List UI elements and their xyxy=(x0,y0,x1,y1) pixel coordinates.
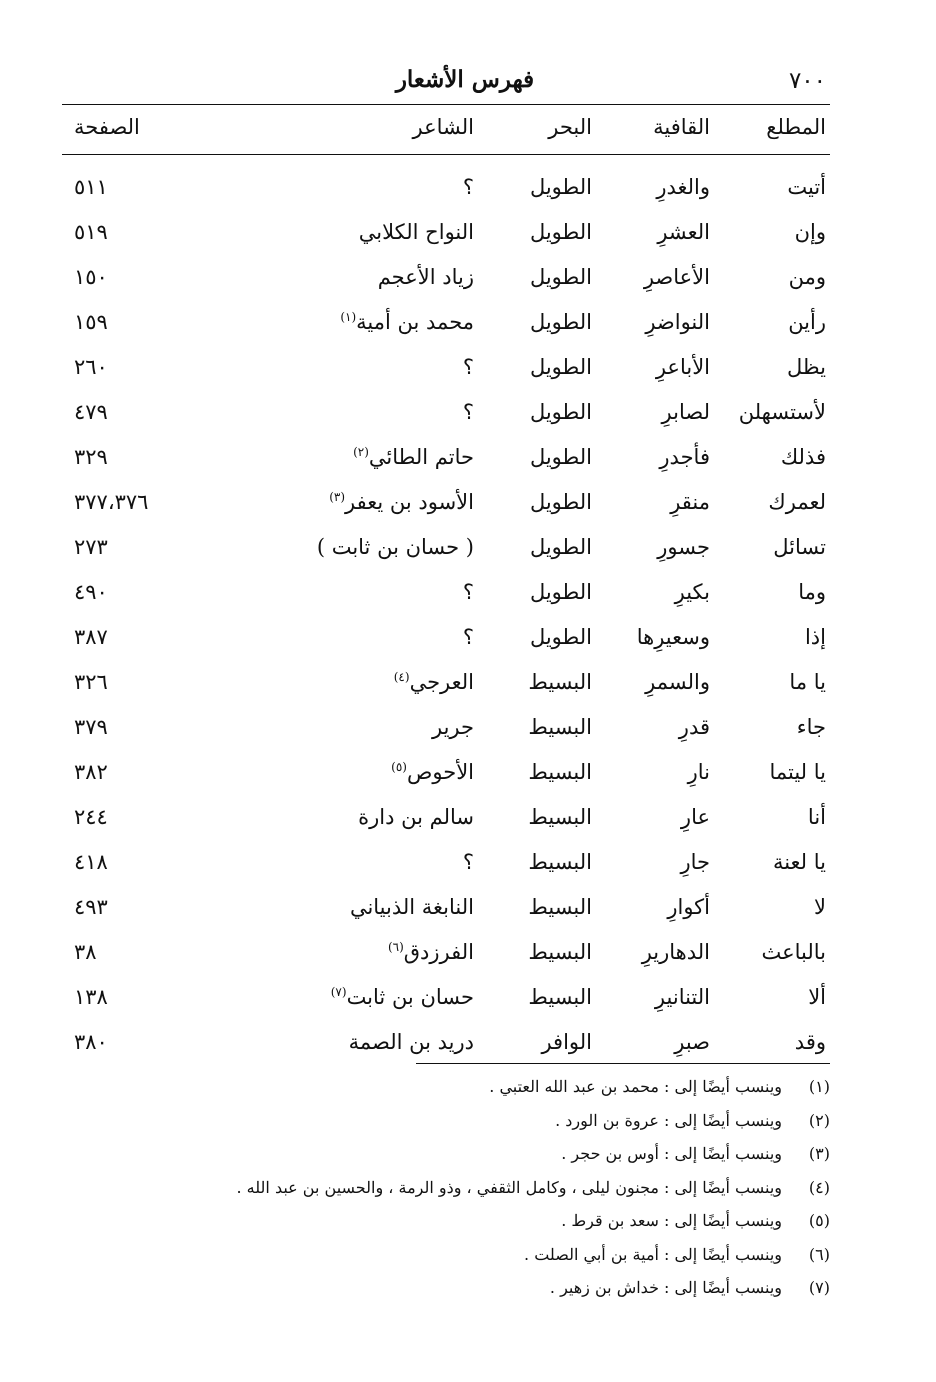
cell-page xyxy=(74,262,108,292)
cell-bahr-text: الطويل xyxy=(529,625,592,649)
cell-page xyxy=(74,487,148,517)
cell-matla xyxy=(787,172,826,202)
cell-page xyxy=(74,802,108,832)
cell-qafiya-text: لصابرِ xyxy=(661,400,710,424)
cell-page-text: ٢٤٤ xyxy=(74,805,108,829)
footnote-marker: (٢) xyxy=(808,1110,830,1130)
cell-shaer-text: ؟ xyxy=(462,580,474,604)
cell-page-text: ٢٦٠ xyxy=(74,355,108,379)
footnote-text: وينسب أيضًا إلى : خداش بن زهير . xyxy=(549,1278,782,1297)
cell-qafiya xyxy=(667,892,710,922)
cell-page xyxy=(74,442,108,472)
cell-qafiya xyxy=(644,262,710,292)
cell-matla xyxy=(808,802,826,832)
cell-qafiya-text: والسمرِ xyxy=(645,670,710,694)
cell-matla-text: لأستسهلن xyxy=(738,400,826,424)
cell-shaer-text: ؟ xyxy=(462,175,474,199)
cell-qafiya-text: بكيرِ xyxy=(674,580,710,604)
cell-shaer xyxy=(329,487,474,517)
cell-qafiya-text: نارِ xyxy=(687,760,710,784)
cell-bahr-text: الطويل xyxy=(529,310,592,334)
table-row xyxy=(62,980,830,1025)
footnote-ref: (٧) xyxy=(330,985,347,999)
cell-page xyxy=(74,172,108,202)
cell-matla-text: إذا xyxy=(804,625,826,649)
cell-bahr-text: البسيط xyxy=(528,940,592,964)
cell-shaer xyxy=(463,847,474,877)
cell-matla xyxy=(814,892,826,922)
cell-qafiya-text: أكوارِ xyxy=(667,895,710,919)
cell-bahr-text: الطويل xyxy=(529,400,592,424)
cell-matla-text: وما xyxy=(798,580,826,604)
cell-qafiya-text: منقرِ xyxy=(670,490,710,514)
cell-qafiya xyxy=(674,1027,710,1057)
cell-qafiya xyxy=(656,352,710,382)
cell-shaer-text: الأحوص xyxy=(406,760,474,784)
cell-bahr-text: الطويل xyxy=(529,265,592,289)
cell-qafiya-text: الأعاصرِ xyxy=(643,265,710,289)
cell-bahr xyxy=(528,802,592,832)
cell-page-text: ٤٩٣ xyxy=(74,895,108,919)
footnote xyxy=(130,1074,830,1108)
cell-matla-text: بالباعث xyxy=(761,940,826,964)
table-row xyxy=(62,440,830,485)
cell-matla xyxy=(795,217,826,247)
cell-shaer xyxy=(463,172,474,202)
footnote-text: وينسب أيضًا إلى : محمد بن عبد الله العتبي . xyxy=(489,1077,782,1096)
cell-matla xyxy=(798,577,826,607)
cell-bahr xyxy=(528,937,592,967)
cell-page-text: ٤١٨ xyxy=(74,850,108,874)
cell-bahr xyxy=(528,667,592,697)
footnote xyxy=(130,1141,830,1175)
footnote-marker: (٧) xyxy=(808,1278,830,1297)
cell-page-text: ١٣٨ xyxy=(74,985,108,1009)
cell-bahr xyxy=(530,262,592,292)
poetry-index-table xyxy=(62,170,830,1070)
cell-shaer-text: حاتم الطائي xyxy=(368,445,474,469)
cell-page xyxy=(74,352,108,382)
cell-matla-text: وقد xyxy=(794,1030,826,1054)
cell-qafiya xyxy=(670,487,710,517)
cell-bahr-text: البسيط xyxy=(528,805,592,829)
cell-bahr xyxy=(530,352,592,382)
cell-page xyxy=(74,757,108,787)
cell-matla-text: أنا xyxy=(807,805,826,829)
cell-page xyxy=(74,577,108,607)
cell-qafiya-text: فأجدرِ xyxy=(659,445,710,469)
footnote xyxy=(130,1275,830,1309)
cell-matla xyxy=(795,1027,826,1057)
cell-shaer-text: زياد الأعجم xyxy=(377,265,474,289)
cell-qafiya xyxy=(645,307,710,337)
cell-bahr xyxy=(530,442,592,472)
cell-page xyxy=(74,532,108,562)
cell-matla-text: جاء xyxy=(796,715,826,739)
cell-shaer xyxy=(394,667,474,697)
cell-shaer-text: النواح الكلابي xyxy=(358,220,474,244)
cell-shaer-text: ؟ xyxy=(462,625,474,649)
cell-bahr xyxy=(528,982,592,1012)
cell-qafiya xyxy=(655,982,710,1012)
table-row xyxy=(62,350,830,395)
cell-shaer xyxy=(359,217,474,247)
cell-page-text: ٣٨٢ xyxy=(74,760,108,784)
footnote-ref: (٢) xyxy=(353,445,369,459)
cell-bahr-text: البسيط xyxy=(528,670,592,694)
cell-page-text: ٥١٩ xyxy=(74,220,108,244)
cell-page-text: ١٥٩ xyxy=(74,310,108,334)
cell-bahr-text: الطويل xyxy=(529,490,592,514)
cell-bahr-text: البسيط xyxy=(528,850,592,874)
cell-bahr xyxy=(541,1027,592,1057)
cell-page xyxy=(74,712,108,742)
table-row xyxy=(62,170,830,215)
cell-matla xyxy=(808,982,826,1012)
column-header-bahr: البحر xyxy=(548,115,592,139)
footnote-text: وينسب أيضًا إلى : أوس بن حجر . xyxy=(561,1144,782,1163)
cell-matla-text: لعمرك xyxy=(768,490,826,514)
cell-shaer-text: العرجي xyxy=(409,670,474,694)
cell-matla xyxy=(768,487,826,517)
footnote-marker: (٥) xyxy=(808,1211,830,1230)
cell-shaer-text: ( حسان بن ثابت ) xyxy=(316,535,474,559)
cell-shaer xyxy=(353,442,474,472)
cell-page-text: ٣٨٠ xyxy=(74,1030,108,1054)
cell-matla-text: ألا xyxy=(808,985,826,1009)
cell-shaer-text: دريد بن الصمة xyxy=(348,1030,474,1054)
table-row xyxy=(62,935,830,980)
cell-bahr-text: البسيط xyxy=(528,985,592,1009)
footnote-rule xyxy=(416,1063,830,1064)
cell-bahr xyxy=(530,532,592,562)
cell-page xyxy=(74,847,108,877)
cell-qafiya xyxy=(675,577,710,607)
cell-qafiya-text: وسعيرِها xyxy=(636,625,710,649)
cell-matla-text: وإن xyxy=(794,220,826,244)
footnote-text: وينسب أيضًا إلى : مجنون ليلى ، وكامل الثقفي ، وذو الرمة ، والحسين بن عبد الله . xyxy=(236,1177,782,1197)
footnote-ref: (٤) xyxy=(393,670,410,684)
cell-qafiya-text: قدرِ xyxy=(678,715,710,739)
cell-page-text: ١٥٠ xyxy=(74,265,108,289)
cell-matla xyxy=(788,307,826,337)
cell-qafiya-text: عارِ xyxy=(680,805,710,829)
cell-page xyxy=(74,892,108,922)
cell-matla-text: فذلك xyxy=(780,445,826,469)
cell-page xyxy=(74,982,108,1012)
footnote-ref: (١) xyxy=(340,310,357,324)
cell-shaer-text: حسان بن ثابت xyxy=(346,985,474,1009)
header-rule xyxy=(62,154,830,155)
cell-bahr-text: الوافر xyxy=(541,1030,592,1054)
column-header-page: الصفحة xyxy=(74,115,140,139)
cell-qafiya xyxy=(680,847,710,877)
cell-shaer xyxy=(378,262,474,292)
cell-matla xyxy=(787,352,826,382)
cell-qafiya-text: الأباعرِ xyxy=(655,355,710,379)
cell-page-text: ٥١١ xyxy=(74,175,108,199)
cell-shaer xyxy=(388,937,474,967)
footnote-ref: (٦) xyxy=(387,940,404,954)
cell-page xyxy=(74,397,108,427)
cell-qafiya-text: النواضرِ xyxy=(645,310,710,334)
cell-page-text: ٤٧٩ xyxy=(74,400,108,424)
cell-shaer-text: الفرزدق xyxy=(403,940,474,964)
cell-page xyxy=(74,667,108,697)
cell-qafiya-text: جسورِ xyxy=(657,535,710,559)
footnote xyxy=(130,1108,830,1142)
cell-page-text: ٣٨٧ xyxy=(74,625,108,649)
footnote-text: وينسب أيضًا إلى : أمية بن أبي الصلت . xyxy=(524,1244,782,1264)
cell-matla-text: يظل xyxy=(787,355,826,379)
cell-qafiya xyxy=(681,802,710,832)
cell-qafiya-text: التنانيرِ xyxy=(654,985,710,1009)
cell-shaer xyxy=(340,307,474,337)
cell-bahr-text: الطويل xyxy=(529,220,592,244)
cell-page-text: ٢٧٣ xyxy=(74,535,108,559)
table-row xyxy=(62,485,830,530)
cell-shaer-text: جرير xyxy=(432,715,474,739)
cell-bahr-text: الطويل xyxy=(529,355,592,379)
cell-shaer xyxy=(331,982,474,1012)
footnote-ref: (٣) xyxy=(329,490,346,504)
footnote-marker: (٤) xyxy=(808,1177,830,1197)
cell-shaer-text: النابغة الذبياني xyxy=(349,895,474,919)
cell-shaer xyxy=(432,712,474,742)
cell-page xyxy=(74,307,108,337)
cell-page-text: ٣٧٩ xyxy=(74,715,108,739)
cell-qafiya xyxy=(657,532,710,562)
cell-qafiya-text: صبرِ xyxy=(674,1030,710,1054)
cell-bahr-text: البسيط xyxy=(528,760,592,784)
cell-shaer xyxy=(463,397,474,427)
cell-matla xyxy=(789,667,826,697)
cell-qafiya-text: جارِ xyxy=(680,850,710,874)
cell-qafiya xyxy=(662,397,710,427)
cell-qafiya xyxy=(659,442,710,472)
cell-matla-text: أتيت xyxy=(787,175,826,199)
cell-bahr xyxy=(530,217,592,247)
table-row xyxy=(62,530,830,575)
table-row xyxy=(62,755,830,800)
table-row xyxy=(62,890,830,935)
cell-shaer xyxy=(349,1027,474,1057)
table-row xyxy=(62,395,830,440)
cell-shaer-text: ؟ xyxy=(462,400,474,424)
cell-bahr xyxy=(530,622,592,652)
cell-matla xyxy=(797,712,826,742)
cell-matla xyxy=(773,532,826,562)
cell-page xyxy=(74,217,108,247)
cell-matla-text: رأين xyxy=(788,310,826,334)
cell-matla xyxy=(769,757,826,787)
table-row xyxy=(62,215,830,260)
table-row xyxy=(62,575,830,620)
column-header-qafiya: القافية xyxy=(653,115,710,139)
cell-bahr-text: البسيط xyxy=(528,715,592,739)
cell-bahr xyxy=(530,487,592,517)
table-row xyxy=(62,845,830,890)
cell-shaer-text: ؟ xyxy=(462,850,474,874)
cell-shaer-text: محمد بن أمية xyxy=(356,310,474,334)
footnote xyxy=(130,1242,830,1276)
cell-bahr-text: الطويل xyxy=(529,175,592,199)
cell-qafiya xyxy=(679,712,710,742)
footnote-marker: (٣) xyxy=(808,1144,830,1163)
cell-bahr-text: الطويل xyxy=(529,535,592,559)
cell-bahr xyxy=(528,712,592,742)
cell-shaer xyxy=(463,577,474,607)
cell-bahr xyxy=(528,757,592,787)
cell-shaer xyxy=(317,532,474,562)
cell-bahr xyxy=(530,397,592,427)
cell-page xyxy=(74,1027,108,1057)
cell-shaer xyxy=(358,802,474,832)
table-row xyxy=(62,800,830,845)
footnote-marker: (١) xyxy=(808,1077,830,1096)
cell-page xyxy=(74,937,97,967)
table-header xyxy=(62,112,830,148)
cell-bahr-text: البسيط xyxy=(528,895,592,919)
cell-bahr-text: الطويل xyxy=(529,445,592,469)
cell-shaer xyxy=(463,622,474,652)
cell-matla xyxy=(805,622,826,652)
column-header-shaer: الشاعر xyxy=(412,115,474,139)
cell-page xyxy=(74,622,108,652)
cell-shaer-text: ؟ xyxy=(462,355,474,379)
cell-shaer-text: سالم بن دارة xyxy=(358,805,474,829)
cell-matla-text: تسائل xyxy=(773,535,826,559)
footnote-marker: (٦) xyxy=(808,1244,830,1264)
cell-matla-text: لا xyxy=(814,895,826,919)
cell-matla-text: يا ما xyxy=(789,670,826,694)
page-title: فهرس الأشعار xyxy=(395,66,535,93)
footnote-text: وينسب أيضًا إلى : سعد بن قرط . xyxy=(561,1211,782,1230)
cell-page-text: ٤٩٠ xyxy=(74,580,108,604)
cell-qafiya xyxy=(656,172,710,202)
cell-qafiya-text: والغدرِ xyxy=(656,175,710,199)
table-row xyxy=(62,620,830,665)
cell-shaer-text: الأسود بن يعفر xyxy=(345,490,474,514)
cell-shaer xyxy=(463,352,474,382)
cell-bahr-text: الطويل xyxy=(529,580,592,604)
table-row xyxy=(62,260,830,305)
cell-qafiya xyxy=(657,217,710,247)
cell-page-text: ٣٢٦ xyxy=(74,670,108,694)
cell-matla-text: ومن xyxy=(788,265,826,289)
column-header-matla: المطلع xyxy=(766,115,826,139)
cell-shaer xyxy=(391,757,474,787)
cell-qafiya xyxy=(688,757,710,787)
cell-bahr xyxy=(528,847,592,877)
cell-qafiya xyxy=(637,622,710,652)
cell-matla xyxy=(739,397,826,427)
cell-qafiya-text: العشرِ xyxy=(657,220,710,244)
cell-qafiya-text: الدهاريرِ xyxy=(641,940,710,964)
table-row xyxy=(62,305,830,350)
page-number: ٧٠٠ xyxy=(788,68,826,94)
cell-page-text: ٣٢٩ xyxy=(74,445,108,469)
cell-matla-text: يا لعنة xyxy=(772,850,826,874)
cell-matla-text: يا ليتما xyxy=(769,760,826,784)
cell-matla xyxy=(789,262,826,292)
cell-bahr xyxy=(530,172,592,202)
cell-bahr xyxy=(528,892,592,922)
cell-matla xyxy=(781,442,826,472)
table-row xyxy=(62,710,830,755)
cell-page-text: ٣٨ xyxy=(74,940,97,964)
footnote-text: وينسب أيضًا إلى : عروة بن الورد . xyxy=(555,1110,782,1130)
footnote xyxy=(130,1208,830,1242)
table-row xyxy=(62,665,830,710)
cell-page-text: ٣٧٧،٣٧٦ xyxy=(74,490,149,514)
top-rule xyxy=(62,104,830,105)
footnote xyxy=(130,1175,830,1209)
cell-bahr xyxy=(530,307,592,337)
footnote-ref: (٥) xyxy=(391,760,407,774)
cell-qafiya xyxy=(645,667,710,697)
cell-qafiya xyxy=(642,937,710,967)
cell-shaer xyxy=(350,892,474,922)
cell-bahr xyxy=(530,577,592,607)
cell-matla xyxy=(761,937,826,967)
footnotes xyxy=(130,1074,830,1309)
cell-matla xyxy=(773,847,826,877)
